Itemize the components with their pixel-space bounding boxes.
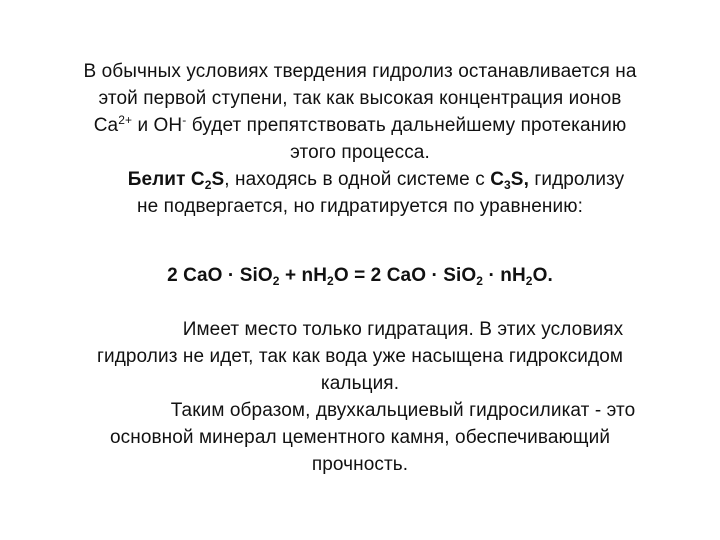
paragraph-3 bbox=[40, 316, 680, 397]
text-line: основной минерал цементного камня, обеспечивающий bbox=[109, 427, 611, 448]
ion-charge: - bbox=[182, 113, 187, 127]
text-line: кальция. bbox=[320, 373, 400, 394]
text-line: прочность. bbox=[311, 454, 409, 475]
text-line bbox=[94, 115, 627, 136]
text-line: гидролиз не идет, так как вода уже насыщена гидроксидом bbox=[96, 346, 624, 367]
body-text bbox=[40, 58, 680, 220]
alite-label: $C_3S$, bbox=[490, 169, 529, 192]
ion-charge: 2+ bbox=[118, 113, 133, 127]
belite-label: Белит $C_2S$ bbox=[127, 169, 225, 192]
text-fragment: гидролизу bbox=[528, 169, 625, 190]
text-line: не подвергается, но гидратируется по уравнению: bbox=[137, 196, 583, 217]
paragraph-2 bbox=[40, 166, 680, 220]
text-line: этой первой ступени, так как высокая концентрация ионов bbox=[98, 88, 622, 109]
text-line: Таким образом, двухкальциевый гидросиликат - это bbox=[170, 400, 636, 421]
hydration-equation: 2 CaO · $SiO_2 + nH_2O = 2$ CaO · $SiO_2 \cdot nH_2O$. bbox=[167, 265, 553, 288]
body-text-lower bbox=[40, 316, 680, 478]
text-line: Имеет место только гидратация. В этих условиях bbox=[182, 319, 624, 340]
text-fragment: , находясь в одной системе с bbox=[224, 169, 491, 190]
ion-calcium: Ca bbox=[93, 115, 119, 136]
text-fragment: будет препятствовать дальнейшему протеканию bbox=[186, 115, 627, 136]
ion-hydroxide: и OH bbox=[132, 115, 183, 136]
paragraph-4 bbox=[40, 397, 680, 478]
text-line: В обычных условиях твердения гидролиз останавливается на bbox=[83, 61, 637, 82]
text-line: этого процесса. bbox=[290, 142, 430, 163]
paragraph-1 bbox=[40, 58, 680, 166]
